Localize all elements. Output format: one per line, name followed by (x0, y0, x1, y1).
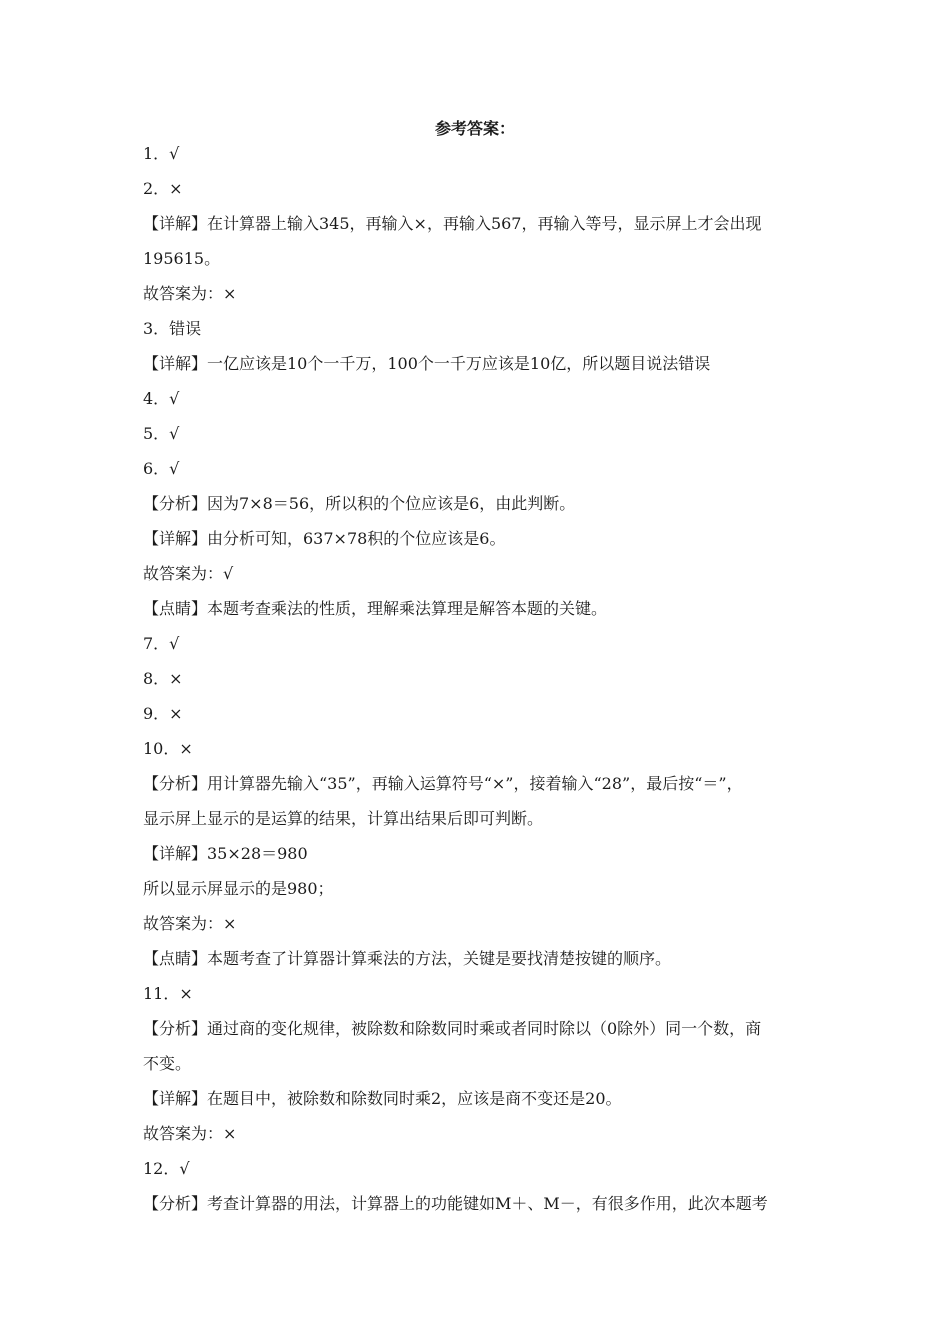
answer-line: 5．√ (143, 424, 180, 443)
conclusion-line: 故答案为：√ (143, 564, 234, 583)
explanation-line: 【详解】一亿应该是10个一千万，100个一千万应该是10亿，所以题目说法错误 (143, 354, 711, 373)
conclusion-line: 故答案为：× (143, 914, 237, 933)
answer-line: 10．× (143, 739, 193, 758)
explanation-line: 所以显示屏显示的是980； (143, 879, 334, 898)
answer-line: 7．√ (143, 634, 180, 653)
explanation-line: 【详解】35×28＝980 (143, 844, 308, 863)
answer-line: 4．√ (143, 389, 180, 408)
answer-line: 9．× (143, 704, 183, 723)
answer-line: 2．× (143, 179, 183, 198)
conclusion-line: 故答案为：× (143, 284, 237, 303)
analysis-line: 【分析】考查计算器的用法，计算器上的功能键如M＋、M－，有很多作用，此次本题考 (143, 1194, 768, 1213)
answer-list (143, 142, 803, 1227)
analysis-line: 【分析】通过商的变化规律，被除数和除数同时乘或者同时除以（0除外）同一个数，商 (143, 1019, 762, 1038)
answer-line: 8．× (143, 669, 183, 688)
comment-line: 【点睛】本题考查乘法的性质，理解乘法算理是解答本题的关键。 (143, 599, 608, 618)
analysis-line: 显示屏上显示的是运算的结果，计算出结果后即可判断。 (143, 809, 544, 828)
answer-line: 6．√ (143, 459, 180, 478)
analysis-line: 【分析】用计算器先输入“35”，再输入运算符号“×”，接着输入“28”，最后按“＝”， (143, 774, 743, 793)
page-title: 参考答案： (434, 119, 515, 138)
analysis-line: 不变。 (143, 1054, 192, 1073)
conclusion-line: 故答案为：× (143, 1124, 237, 1143)
comment-line: 【点睛】本题考查了计算器计算乘法的方法，关键是要找清楚按键的顺序。 (143, 949, 672, 968)
answer-line: 11．× (143, 984, 193, 1003)
explanation-line: 【详解】由分析可知，637×78积的个位应该是6。 (143, 529, 506, 548)
answer-line: 12．√ (143, 1159, 190, 1178)
explanation-line: 【详解】在计算器上输入345，再输入×，再输入567，再输入等号，显示屏上才会出现 (143, 214, 762, 233)
answer-line: 3．错误 (143, 319, 202, 338)
analysis-line: 【分析】因为7×8＝56，所以积的个位应该是6，由此判断。 (143, 494, 576, 513)
answer-line: 1．√ (143, 144, 180, 163)
explanation-line: 【详解】在题目中，被除数和除数同时乘2，应该是商不变还是20。 (143, 1089, 622, 1108)
explanation-line: 195615。 (143, 249, 221, 268)
